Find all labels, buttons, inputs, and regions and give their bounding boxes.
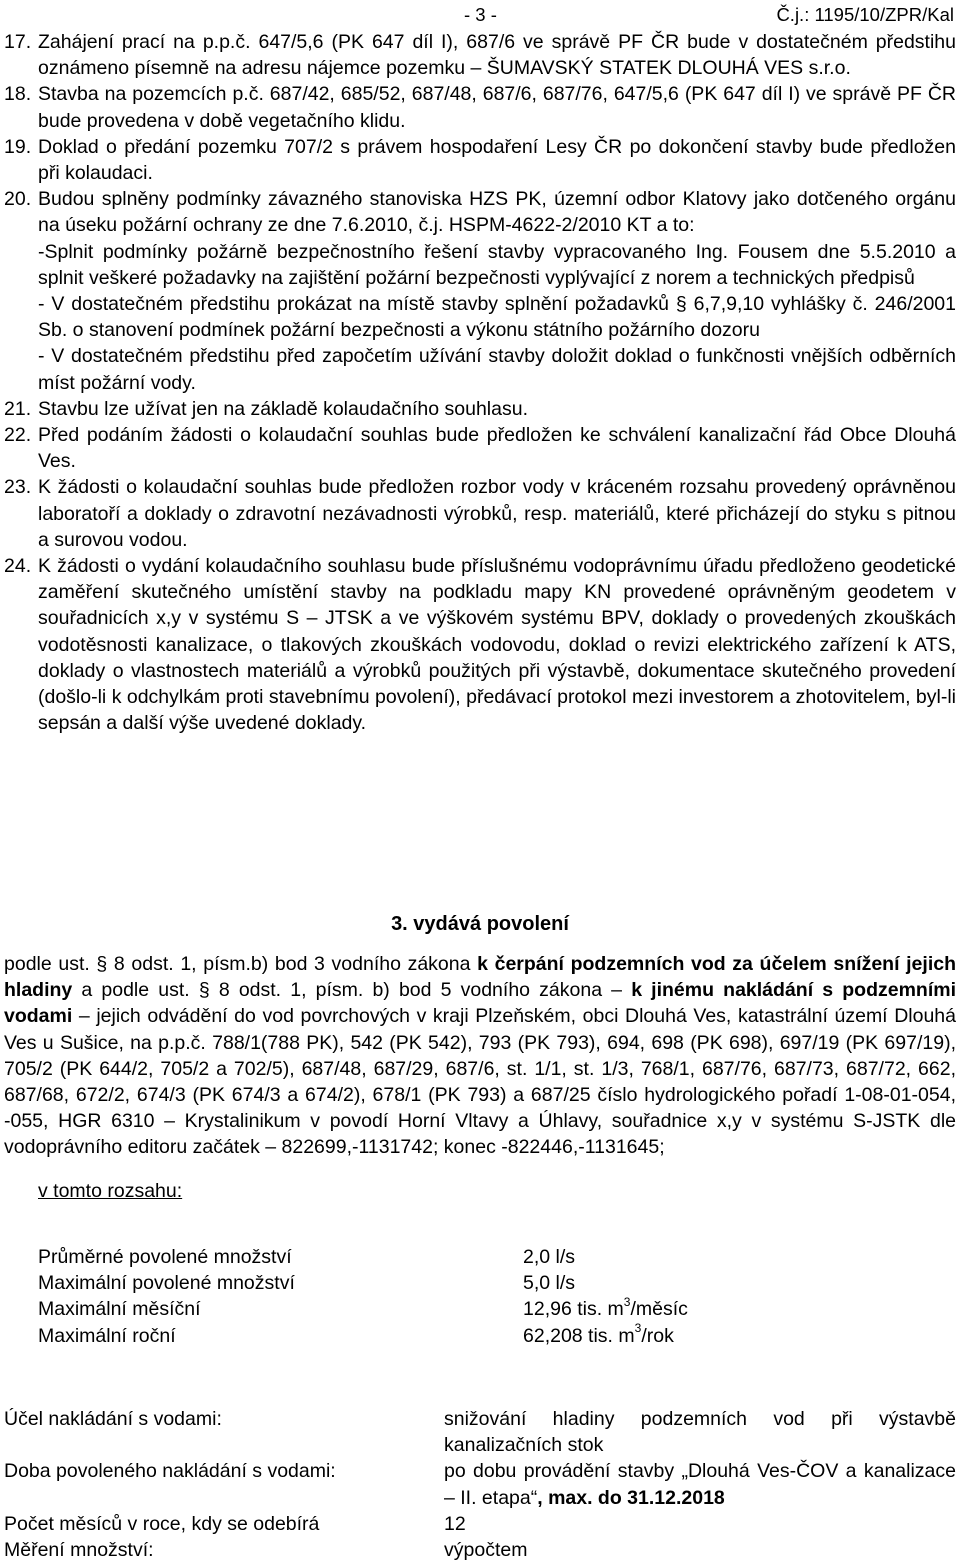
detail-value: snižování hladiny podzemních vod při výstavbě kanalizačních stok [444, 1408, 956, 1457]
quantity-label: Maximální roční [38, 1324, 176, 1347]
quantity-label: Průměrné povolené množství [38, 1246, 292, 1268]
detail-row [4, 1406, 956, 1458]
item-text: - V dostatečném předstihu prokázat na místě stavby splnění požadavků § 6,7,9,10 vyhlášky č. 246/2001 Sb. o stanovení podmínek požární bezpečnosti a výkonu státního požárního dozoru [38, 293, 956, 342]
list-item [4, 553, 956, 736]
quantity-label: Maximální povolené množství [38, 1272, 295, 1295]
item-number: 22. [4, 424, 32, 447]
quantity-row [38, 1270, 778, 1296]
detail-label: Počet měsíců v roce, kdy se odebírá [4, 1512, 320, 1535]
detail-label: Účel nakládání s vodami: [4, 1408, 222, 1430]
quantities-table [38, 1244, 778, 1349]
item-text: Budou splněny podmínky závazného stanoviska HZS PK, územní odbor Klatovy jako dotčeného orgánu na úseku požární ochrany ze dne 7.6.2010, č.j. HSPM-4622-2/2010 KT a to: [38, 188, 956, 237]
page-number: - 3 - [464, 4, 497, 25]
list-item [4, 422, 956, 474]
list-item [4, 186, 956, 396]
permit-bold-text: k jinému nakládání s podzemními vodami [4, 979, 957, 1028]
permit-text: a podle ust. § 8 odst. 1, písm. b) bod 5 vodního zákona – [72, 979, 632, 1002]
item-text: Před podáním žádosti o kolaudační souhlas bude předložen ke schválení kanalizační řád Obce Dlouhá Ves. [38, 424, 956, 473]
item-number: 19. [4, 135, 32, 158]
item-text: Stavba na pozemcích p.č. 687/42, 685/52, 687/48, 687/6, 687/76, 647/5,6 (PK 647 díl I) ve správě PF ČR bude provedena v době vegetačního klidu. [38, 83, 956, 132]
item-number: 24. [4, 555, 32, 578]
detail-row [4, 1458, 956, 1510]
quantity-row [38, 1244, 778, 1270]
item-text: - V dostatečném předstihu před započetím užívání stavby doložit doklad o funkčnosti vnějších odběrních míst požární vody. [38, 345, 956, 394]
permit-text: podle ust. § 8 odst. 1, písm.b) bod 3 vodního zákona [4, 953, 478, 975]
item-text: Doklad o předání pozemku 707/2 s právem hospodaření Lesy ČR po dokončení stavby bude předložen při kolaudaci. [38, 135, 956, 185]
quantity-value: 12,96 tis. $m^3$/měsíc [523, 1294, 688, 1321]
quantity-row [38, 1323, 778, 1349]
item-number: 21. [4, 397, 32, 420]
list-item [4, 474, 956, 553]
item-number: 18. [4, 83, 32, 106]
list-item [4, 134, 956, 186]
section-title: 3. vydává povolení [391, 913, 569, 935]
detail-label: Měření množství: [4, 1539, 154, 1562]
item-text: K žádosti o kolaudační souhlas bude předložen rozbor vody v kráceném rozsahu provedený oprávněnou laboratoří a doklady o zdravotní nezávadnosti výrobků, resp. materiálů, které přicházejí do styku s pitnou a surovou vodou. [38, 476, 956, 551]
quantity-value: 62,208 tis. $m^3$/rok [523, 1321, 674, 1347]
detail-row [4, 1511, 956, 1537]
quantity-value: 2,0 l/s [523, 1246, 576, 1268]
list-item [4, 81, 956, 133]
item-text: -Splnit podmínky požárně bezpečnostního řešení stavby vypracovaného Ing. Fousem dne 5.5.2010 a splnit veškeré požadavky na zajištění požární bezpečnosti vyplývající z norem a technických předpisů [38, 240, 956, 289]
detail-value: 12 [444, 1512, 466, 1535]
permit-bold-text: k čerpání podzemních vod za účelem snížení jejich hladiny [4, 953, 956, 1002]
item-text: K žádosti o vydání kolaudačního souhlasu bude příslušnému vodoprávnímu úřadu předloženo geodetické zaměření skutečného umístění stavby na podkladu mapy KN provedené oprávněným geodetem v souřadnicích x,y v systému S – JTSK a ve výškovém systému BPV, doklady o provedených zkouškách vodotěsnosti kanalizace, o tlakových zkouškách vodovodu, doklad o revizi elektrického zařízení k ATS, doklady o vlastnostech materiálů a výrobků použitých při výstavbě, dokumentace skutečného provedení (došlo-li k odchylkám proti stavebnímu povolení), předávací protokol mezi investorem a zhotovitelem, byl-li sepsán a další výše uvedené doklady. [38, 555, 956, 735]
detail-value: výpočtem [444, 1539, 528, 1562]
scope-label: v tomto rozsahu: [38, 1180, 183, 1202]
detail-label: Doba povoleného nakládání s vodami: [4, 1460, 336, 1483]
list-item [4, 396, 956, 422]
quantity-row [38, 1296, 778, 1322]
permit-text: – jejich odvádění do vod povrchových v kraji Plzeňském, obci Dlouhá Ves, katastrální území Dlouhá Ves u Sušice, na p.p.č. 788/1(788 PK), 542 (PK 542), 793 (PK 793), 694, 698 (PK 698), 697/19 (PK 697/19), 705/2 (PK 644/2, 705/2 a 702/5), 687/48, 687/29, 687/6, st. 1/1, st. 1/3, 768/1, 687/76, 687/73, 687/72, 662, 687/68, 672/2, 674/3 (PK 674/3 a 674/2), 678/1 (PK 793) a 687/25 číslo hydrologického pořadí 1-08-01-054, -055, HGR 6310 – Krystalinikum v povodí Horní Vltavy a Úhlavy, souřadnice x,y v systému S-JSTK dle vodoprávního editoru začátek – 822699,-1131742; konec -822446,-1131645; [4, 1005, 956, 1159]
detail-value: po dobu provádění stavby „Dlouhá Ves-ČOV a kanalizace – II. etapa“, max. do 31.12.2018 [444, 1460, 956, 1509]
permit-paragraph [4, 951, 956, 1161]
reference-number: Č.j.: 1195/10/ZPR/Kal [776, 4, 954, 25]
item-text: Stavbu lze užívat jen na základě kolaudačního souhlasu. [38, 397, 528, 420]
list-item [4, 29, 956, 81]
item-number: 17. [4, 31, 32, 53]
quantity-value: 5,0 l/s [523, 1272, 576, 1295]
item-number: 23. [4, 476, 32, 499]
permit-details [4, 1406, 956, 1563]
quantity-label: Maximální měsíční [38, 1298, 201, 1321]
detail-row [4, 1537, 956, 1563]
item-text: Zahájení prací na p.p.č. 647/5,6 (PK 647 díl I), 687/6 ve správě PF ČR bude v dostatečném předstihu oznámeno písemně na adresu nájemce pozemku – ŠUMAVSKÝ STATEK DLOUHÁ VES s.r.o. [38, 31, 956, 80]
conditions-list [4, 29, 956, 736]
item-number: 20. [4, 188, 32, 211]
